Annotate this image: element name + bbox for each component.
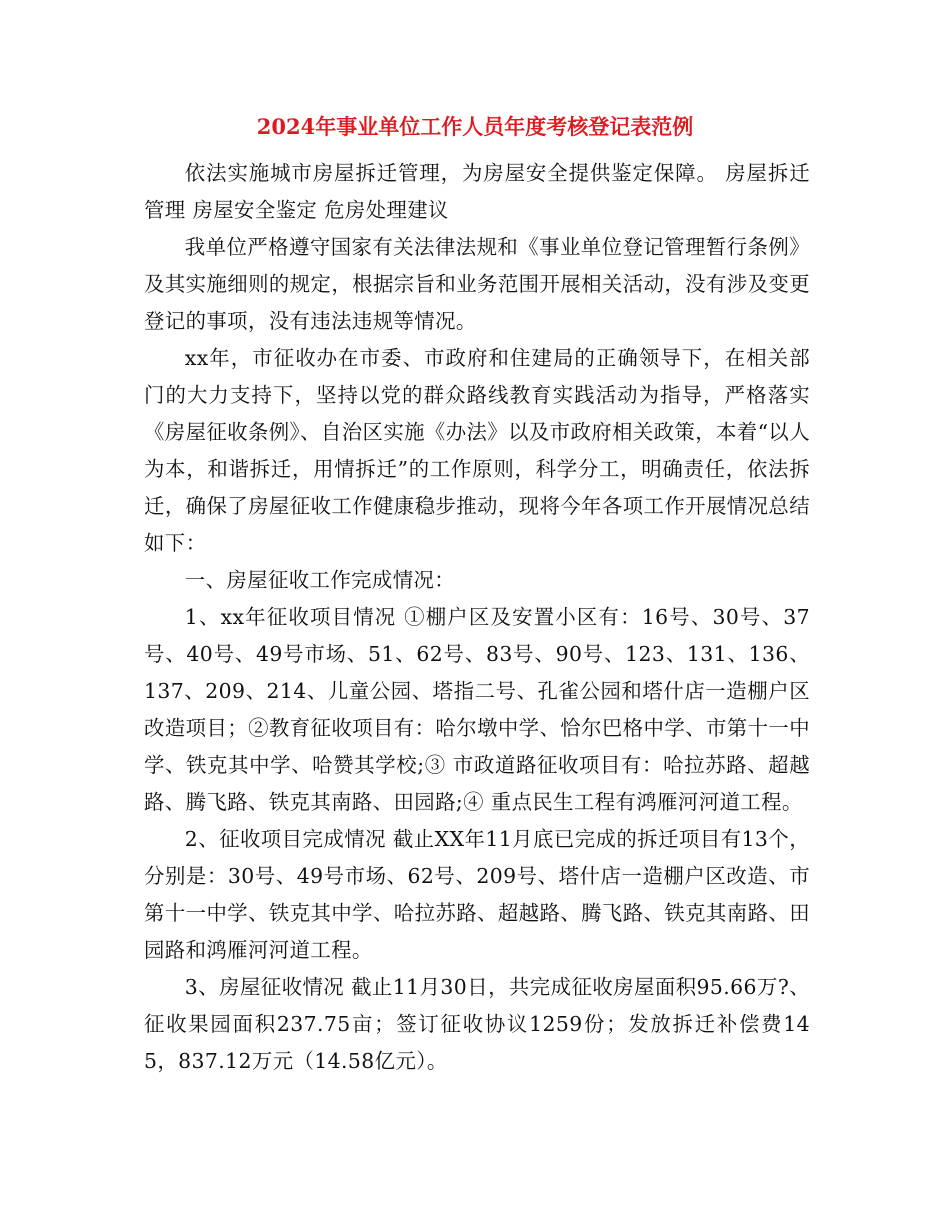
- document-body: [144, 155, 810, 1080]
- paragraph-projects: 1、xx年征收项目情况 ①棚户区及安置小区有：16号、30号、37号、40号、49号市场、51、62号、83号、90号、123、131、136、137、209、214、儿童公园、塔指二号、孔雀公园和塔什店一造棚户区改造项目；②教育征收项目有：哈尔墩中学、恰尔巴格中学、市第十一中学、铁克其中学、哈赞其学校;③ 市政道路征收项目有：哈拉苏路、超越路、腾飞路、铁克其南路、田园路;④ 重点民生工程有鸿雁河河道工程。: [144, 605, 810, 814]
- paragraph-statistics: 3、房屋征收情况 截止11月30日，共完成征收房屋面积95.66万?、征收果园面积237.75亩；签订征收协议1259份；发放拆迁补偿费145，837.12万元（14.58亿元）。: [144, 975, 810, 1073]
- paragraph-compliance: 我单位严格遵守国家有关法律法规和《事业单位登记管理暂行条例》及其实施细则的规定，根据宗旨和业务范围开展相关活动，没有涉及变更登记的事项，没有违法违规等情况。: [144, 235, 810, 333]
- section-heading: 一、房屋征收工作完成情况：: [184, 568, 456, 592]
- paragraph-completion: 2、征收项目完成情况 截止XX年11月底已完成的拆迁项目有13个，分别是：30号、49号市场、62号、209号、塔什店一造棚户区改造、市第十一中学、铁克其中学、哈拉苏路、超越路、腾飞路、铁克其南路、田园路和鸿雁河河道工程。: [144, 827, 810, 962]
- document-title: 2024年事业单位工作人员年度考核登记表范例: [256, 114, 694, 139]
- paragraph-summary: xx年，市征收办在市委、市政府和住建局的正确领导下，在相关部门的大力支持下，坚持以党的群众路线教育实践活动为指导，严格落实《房屋征收条例》、自治区实施《办法》以及市政府相关政策，本着“以人为本，和谐拆迁，用情拆迁”的工作原则，科学分工，明确责任，依法拆迁，确保了房屋征收工作健康稳步推动，现将今年各项工作开展情况总结如下：: [144, 346, 810, 555]
- paragraph-intro: 依法实施城市房屋拆迁管理，为房屋安全提供鉴定保障。 房屋拆迁管理 房屋安全鉴定 危房处理建议: [144, 161, 810, 222]
